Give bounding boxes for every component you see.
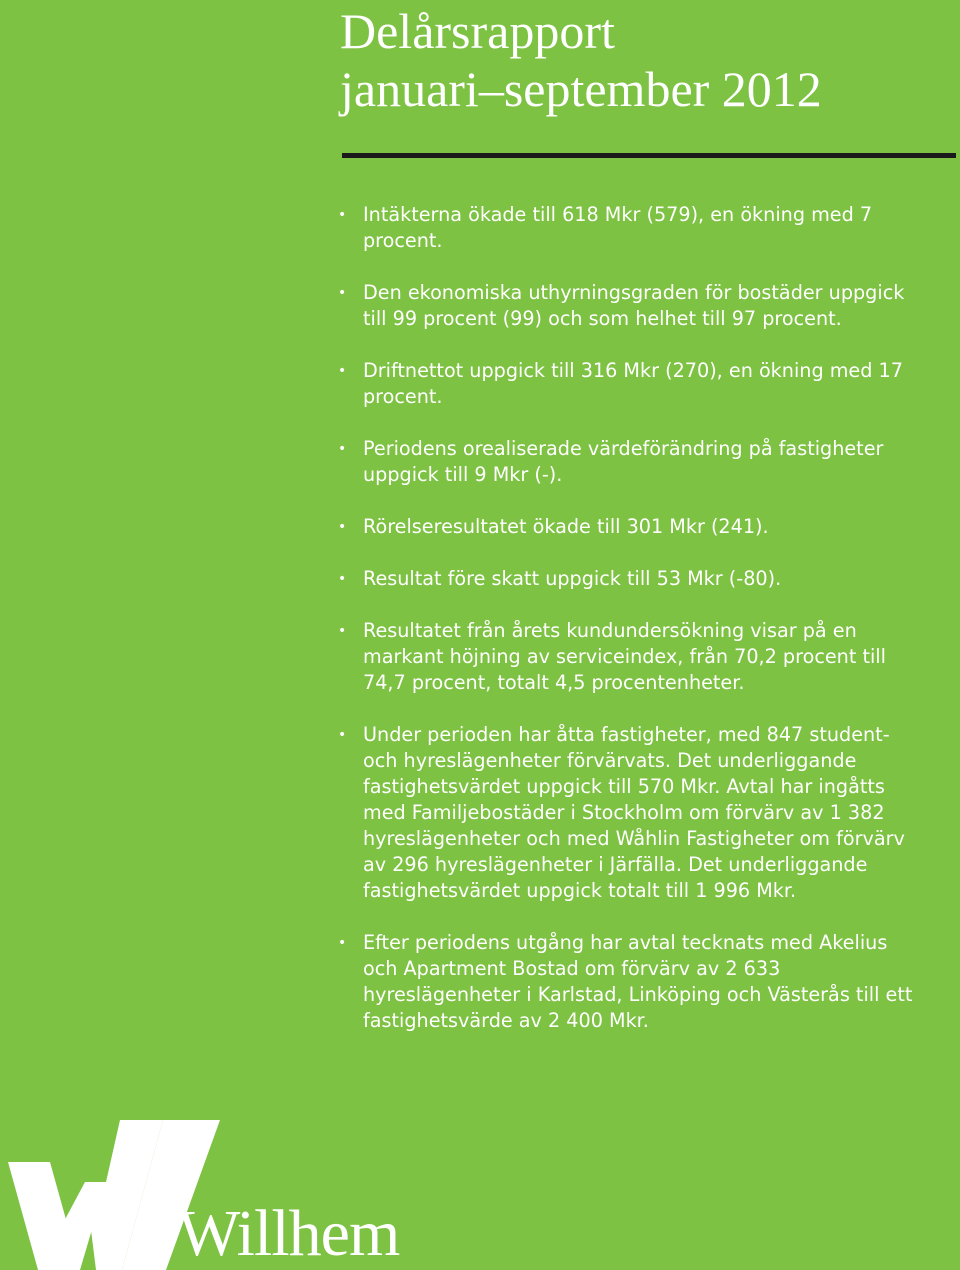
highlight-text: Resultatet från årets kundundersökning visar på en markant höjning av serviceindex, från 70,2 procent till 74,7 procent, totalt 4,5 procentenheter. [363, 619, 886, 694]
highlights-list [334, 202, 924, 1060]
highlight-text: Rörelseresultatet ökade till 301 Mkr (241). [363, 515, 769, 538]
brand-name: Willhem [178, 1197, 400, 1270]
highlight-item [334, 280, 924, 332]
highlight-item [334, 722, 924, 904]
report-title-line-2: januari–september 2012 [340, 61, 822, 117]
highlight-text: Efter periodens utgång har avtal tecknats med Akelius och Apartment Bostad om förvärv av 2 633 hyreslägenheter i Karlstad, Linköping och Västerås till ett fastighetsvärde av 2 400 Mkr. [363, 931, 913, 1032]
highlight-text: Periodens orealiserade värdeförändring på fastigheter uppgick till 9 Mkr (-). [363, 437, 884, 486]
bullet-icon: • [338, 207, 347, 223]
bullet-icon: • [338, 285, 347, 301]
highlight-item [334, 566, 924, 592]
highlight-item [334, 358, 924, 410]
highlight-text: Intäkterna ökade till 618 Mkr (579), en ökning med 7 procent. [363, 203, 873, 252]
bullet-icon: • [338, 363, 347, 379]
highlight-text: Under perioden har åtta fastigheter, med 847 student- och hyreslägenheter förvärvats. Det underliggande fastighetsvärdet uppgick till 570 Mkr. Avtal har ingåtts med Familjebostäder i Stockholm om förvärv av 1 382 hyreslägenheter och med Wåhlin Fastigheter om förvärv av 296 hyreslägenheter i Järfälla. Det underliggande fastighetsvärdet uppgick totalt till 1 996 Mkr. [363, 723, 905, 902]
report-title-line-1: Delårsrapport [340, 3, 615, 59]
highlight-text: Resultat före skatt uppgick till 53 Mkr (-80). [363, 567, 782, 590]
bullet-icon: • [338, 571, 347, 587]
report-title [340, 2, 822, 118]
highlight-item [334, 514, 924, 540]
highlight-text: Driftnettot uppgick till 316 Mkr (270), en ökning med 17 procent. [363, 359, 903, 408]
bullet-icon: • [338, 935, 347, 951]
highlight-item [334, 436, 924, 488]
bullet-icon: • [338, 727, 347, 743]
title-divider [342, 153, 956, 158]
highlight-item [334, 202, 924, 254]
highlight-text: Den ekonomiska uthyrningsgraden för bostäder uppgick till 99 procent (99) och som helhet till 97 procent. [363, 281, 905, 330]
highlight-item [334, 618, 924, 696]
highlight-item [334, 930, 924, 1034]
bullet-icon: • [338, 519, 347, 535]
bullet-icon: • [338, 623, 347, 639]
bullet-icon: • [338, 441, 347, 457]
